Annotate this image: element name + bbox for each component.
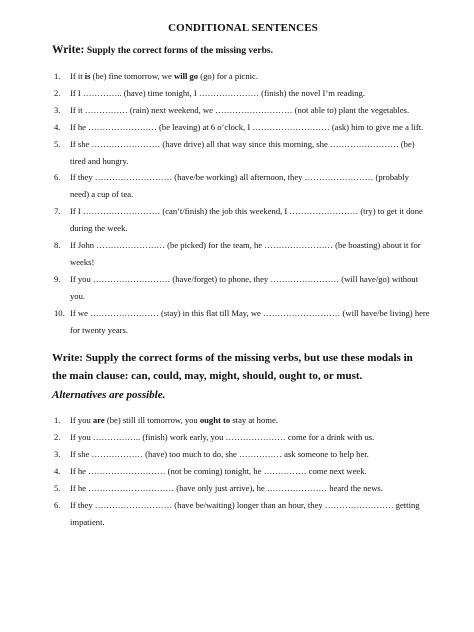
item-number: 4.	[54, 121, 61, 132]
sentence-text: If we …………………… (stay) in this flat till May, we ……………………… (will have/be living) here for twenty years.	[70, 307, 430, 335]
item-number: 1.	[54, 415, 61, 425]
sentence-text: If you ……………………… (have/forget) to phone, they …………………… (will have/go) without you.	[70, 273, 419, 301]
item-number: 2.	[54, 87, 61, 98]
section2-exercise-item	[56, 463, 430, 480]
page-title: CONDITIONAL SENTENCES	[168, 22, 318, 34]
item-number: 10.	[54, 307, 65, 318]
sentence-text: If you …………….. (finish) work early, you ………………… come for a drink with us.	[70, 432, 375, 442]
section1-exercise-item	[56, 68, 430, 85]
item-number: 8.	[54, 240, 61, 251]
section1-exercise-item	[56, 85, 430, 102]
section2-note: Alternatives are possible.	[52, 388, 166, 401]
item-number: 5.	[54, 483, 61, 493]
sentence-text: If he ………………………… (have only just arrive), he ………………… heard the news.	[70, 483, 383, 493]
sentence-text: (go) for a picnic.	[198, 71, 259, 81]
sentence-text: If John …………………… (be picked) for the team, he …………………… (be boasting) about it for weeks!	[70, 240, 421, 267]
section1-exercise-item	[56, 237, 430, 271]
sentence-text: If she …………………… (have drive) all that way since this morning, she …………………… (be) tired and hungry.	[70, 138, 415, 166]
section2-instruction	[52, 349, 430, 405]
sentence-text: If they ……………………… (have be/waiting) longer than an hour, they …………………… getting impatient.	[70, 500, 420, 527]
section2-exercise-list	[56, 412, 430, 531]
section1-exercise-item	[56, 271, 430, 305]
sentence-text: If they ……………………… (have/be working) all afternoon, they …………………… (probably need) a cup of tea.	[70, 172, 409, 200]
sentence-text: If I ……………………… (can’t/finish) the job this weekend, I …………………… (try) to get it done during the week.	[70, 206, 423, 234]
answer-example: are	[92, 415, 105, 425]
sentence-text: stay at home.	[230, 415, 278, 425]
answer-example: is	[84, 71, 91, 81]
item-number: 6.	[54, 500, 61, 510]
item-number: 7.	[54, 206, 61, 217]
item-number: 3.	[54, 449, 61, 459]
item-number: 5.	[54, 138, 61, 149]
section1-exercise-item	[56, 136, 430, 170]
section2-exercise-item	[56, 412, 430, 429]
sentence-text: (be) fine tomorrow, we	[90, 71, 174, 81]
sentence-text: If she ……………… (have) too much to do, she …………… ask someone to help her.	[70, 449, 369, 459]
sentence-text: If it …………… (rain) next weekend, we ……………………… (not able to) plant the vegetables.	[70, 104, 410, 115]
section1-exercise-list	[56, 68, 430, 339]
sentence-text: (be) still ill tomorrow, you	[104, 415, 200, 425]
section1-exercise-item	[56, 169, 430, 203]
item-number: 3.	[54, 104, 61, 115]
section2-instruction-text: Supply the correct forms of the missing verbs, but use these modals in the main clause: can, could, may, might, should, ought to, or must.	[52, 351, 413, 382]
item-number: 4.	[54, 466, 61, 476]
section1-write-label: Write:	[52, 44, 85, 56]
sentence-text: If he ……………………… (not be coming) tonight, he …………… come next week.	[70, 466, 367, 476]
item-number: 9.	[54, 273, 61, 284]
sentence-text: If it	[70, 71, 85, 81]
section1-instruction-text: Supply the correct forms of the missing verbs.	[86, 46, 273, 56]
sentence-text: If I ………….. (have) time tonight, I ………………… (finish) the novel I’m reading.	[70, 87, 365, 98]
section1-exercise-item	[56, 305, 430, 339]
answer-example: ought to	[199, 415, 231, 425]
section1-exercise-item	[56, 119, 430, 136]
section1-instruction	[52, 44, 430, 56]
section2-write-label: Write:	[52, 351, 83, 364]
answer-example: will go	[173, 71, 199, 81]
item-number: 2.	[54, 432, 61, 442]
section2-exercise-item	[56, 429, 430, 446]
section2-exercise-item	[56, 480, 430, 497]
item-number: 1.	[54, 71, 61, 81]
section2-exercise-item	[56, 446, 430, 463]
section1-exercise-item	[56, 203, 430, 237]
item-number: 6.	[54, 172, 61, 183]
sentence-text: If you	[70, 415, 93, 425]
section2-exercise-item	[56, 497, 430, 531]
sentence-text: If he …………………… (be leaving) at 6 o’clock, I ……………………… (ask) him to give me a lift.	[70, 121, 424, 132]
section1-exercise-item	[56, 102, 430, 119]
